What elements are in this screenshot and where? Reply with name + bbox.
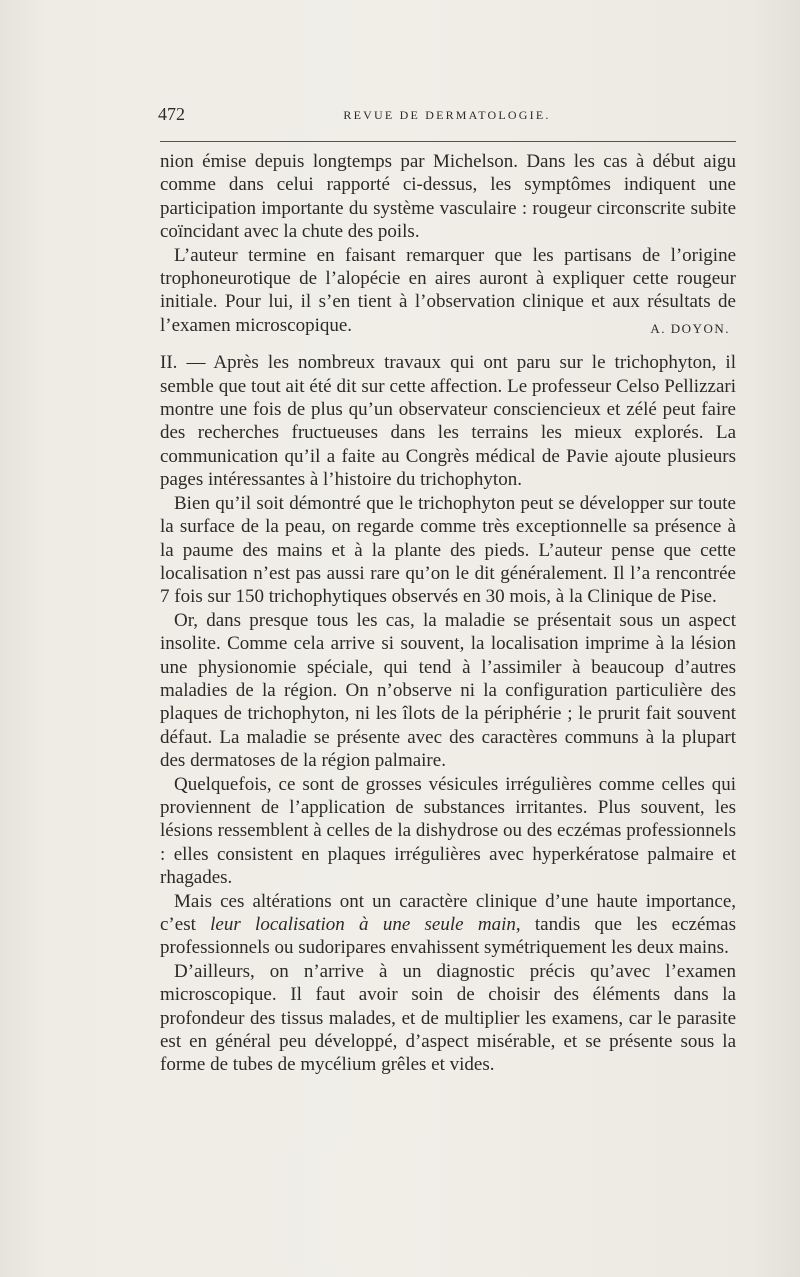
paragraph-2	[160, 244, 736, 338]
page-number: 472	[158, 104, 185, 124]
author-signature: A. DOYON.	[650, 320, 730, 336]
paragraph-5: Or, dans presque tous les cas, la maladie se présentait sous un aspect insolite. Comme cela arrive si souvent, la localisation imprime à la lésion une physionomie spéciale, qui tend à l’assimiler à beaucoup d’autres maladies de la région. On n’observe ni la configuration particulière des plaques de trichophyton, ni les îlots de la périphérie ; le prurit fait souvent défaut. La maladie se présente avec des caractères communs à la plupart des dermatoses de la région palmaire.	[160, 609, 736, 772]
paragraph-2-text: L’auteur termine en faisant remarquer que les partisans de l’origine trophoneurotique de l’alopécie en aires auront à expliquer cette rougeur initiale. Pour lui, il s’en tient à l’observation clinique et aux résultats de l’examen microscopique.	[160, 244, 736, 336]
paragraph-3: II. — Après les nombreux travaux qui ont paru sur le trichophyton, il semble que tout ait été dit sur cette affection. Le professeur Celso Pellizzari montre une fois de plus qu’un observateur consciencieux et zélé peut faire des recherches fructueuses dans les terrains les mieux explorés. La communication qu’il a faite au Congrès médical de Pavie ajoute plusieurs pages intéressantes à l’histoire du trichophyton.	[160, 352, 736, 491]
running-title: REVUE DE DERMATOLOGIE.	[343, 108, 551, 122]
body-text	[160, 150, 736, 1077]
paragraph-4: Bien qu’il soit démontré que le trichophyton peut se développer sur toute la surface de la peau, on regarde comme très exceptionnelle sa présence à la paume des mains et à la plante des pieds. L’auteur pense que cette localisation n’est pas aussi rare qu’on le dit généralement. Il l’a rencontrée 7 fois sur 150 trichophytiques observés en 30 mois, à la Clinique de Pise.	[160, 492, 736, 608]
paragraph-6: Quelquefois, ce sont de grosses vésicules irrégulières comme celles qui proviennent de l’application de substances irritantes. Plus souvent, les lésions ressemblent à celles de la dishydrose ou des eczémas professionnels : elles consistent en plaques irrégulières avec hyperkératose palmaire et rhagades.	[160, 773, 736, 889]
paragraph-7-emphasis: leur localisation à une seule main	[210, 914, 516, 935]
page-header	[158, 104, 736, 128]
paragraph-7-before: Mais ces altérations ont un caractère clinique d’une haute importance, c’est	[160, 890, 736, 935]
paragraph-7	[160, 890, 736, 960]
paragraph-1: nion émise depuis longtemps par Michelson. Dans les cas à début aigu comme dans celui rapporté ci-dessus, les symptômes indiquent une participation importante du système vasculaire : rougeur circonscrite subite coïncidant avec la chute des poils.	[160, 151, 736, 243]
header-rule	[160, 141, 736, 142]
paragraph-7-after: , tandis que les eczémas professionnels ou sudoripares envahissent symétriquement les deux mains.	[160, 914, 736, 959]
paragraph-8: D’ailleurs, on n’arrive à un diagnostic précis qu’avec l’examen microscopique. Il faut avoir soin de choisir des éléments dans la profondeur des tissus malades, et de multiplier les examens, car le parasite est en général peu développé, d’aspect misérable, et se présente sous la forme de tubes de mycélium grêles et vides.	[160, 960, 736, 1076]
